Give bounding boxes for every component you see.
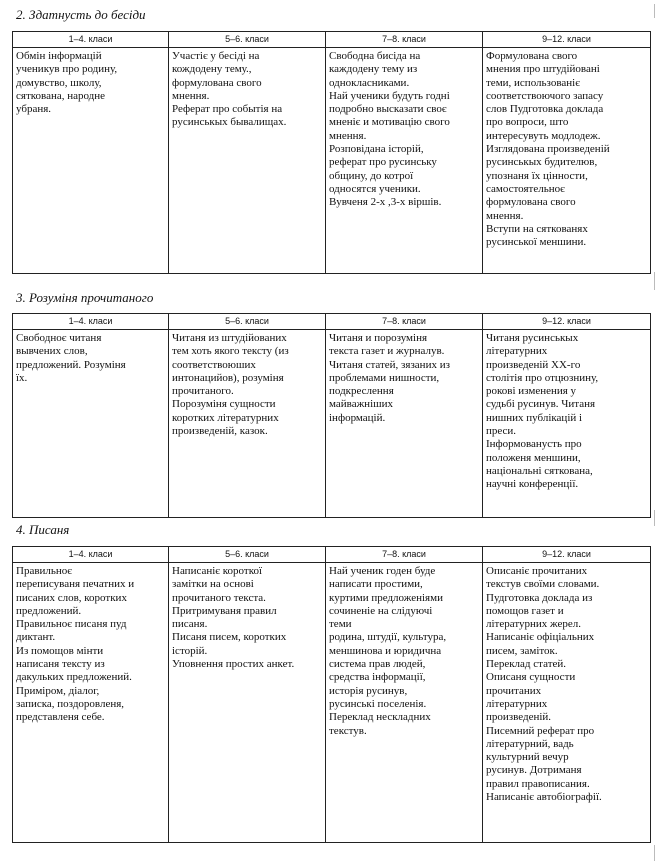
cell-paragraph: Написаніє короткої замітки на основі прочитаного текста. [172,565,266,604]
grade-header: 5–6. класи [169,547,326,563]
grade-header: 7–8. класи [326,547,483,563]
table-cell [483,330,651,518]
table-cell [13,563,169,843]
scan-mark [654,4,655,18]
cell-paragraph: Притримуваня правил писаня. [172,604,277,631]
section-table [12,546,651,843]
table-cell [326,563,483,843]
cell-paragraph: Інформованусть про положеня меншини, національні сяткована, научні конференції. [486,438,593,491]
grade-header: 9–12. класи [483,547,651,563]
table-header-row [13,32,651,48]
scan-mark [654,272,655,290]
table-cell [483,48,651,274]
cell-paragraph: Вувченя 2-х ,3-х віршів. [329,196,442,209]
table-header-row [13,547,651,563]
cell-paragraph: Читаня русинськых літературних произведеній ХХ-го столітія про отцюзнину, рокові изменения у судьбі русинув. Читаня нишних публікацій і преси. [486,332,599,438]
cell-paragraph: Читаня из штудійованих тем хоть якого тексту (из соответствоюших интонацийов), розуміня прочитаного. [172,332,289,398]
section-heading: 4. Писаня [16,522,70,537]
cell-paragraph: Свободноє читаня вывчених слов, предложений. Розуміня їх. [16,332,126,384]
grade-header: 1–4. класи [13,547,169,563]
cell-paragraph: Писаня писем, коротких історій. [172,631,287,657]
cell-paragraph: Писемний реферат про літературний, вадь культурний вечур русинув. Дотриманя правил правописания. [486,724,595,790]
cell-paragraph: Пудготовка доклада из помощов газет и літературних жерел. [486,591,593,631]
scan-mark [654,845,655,861]
cell-paragraph: Уповнення простих анкет. [172,658,295,671]
cell-paragraph: Приміром, діалог, записка, поздоровленя, представленя себе. [16,684,125,724]
cell-paragraph: Правильноє переписуваня печатних и писаних слов, коротких предложений. [16,565,135,617]
cell-paragraph: Най ученики будуть годні подробно высказати своє мненіє и мотивацію свого мнення. [329,89,450,142]
table-cell [169,330,326,518]
cell-paragraph: Вступи на сяткованях русинської меншини. [486,222,588,249]
cell-paragraph: Формулована свого мнения про штудійовані теми, использованіє соответствоючого запасу слов Пудготовка доклада про вопроси, што интересувуть модлодеж. [486,50,604,142]
table-cell [169,563,326,843]
grade-header: 5–6. класи [169,314,326,330]
table-row [13,48,651,274]
section-table [12,31,651,274]
table-cell [13,330,169,518]
table-cell [326,48,483,274]
table-row [13,330,651,518]
cell-paragraph: Участіє у бесіді на кождодену тему., формулована свого мнення. [172,50,262,102]
cell-paragraph: Переклад статей. [486,658,567,671]
cell-paragraph: Описаня сущности прочитаних літературних произведеній. [486,671,576,724]
grade-header: 9–12. класи [483,314,651,330]
table-cell [169,48,326,274]
scan-mark [654,510,655,526]
cell-paragraph: Най ученик годен буде написати простими, куртими предложеніями сочиненіе на слідуючі теми родина, штудії, культура, меншинова и юридична система прав людей, средства інформації, исторія русинув, русинські поселенія. [329,565,447,710]
table-row [13,563,651,843]
cell-paragraph: Написаніє автобіографії. [486,791,602,804]
section-table [12,313,651,518]
cell-paragraph: Изглядована произведеній русинськых будителюв, упознаня їх цінности, самостоятельноє формулована свого мнення. [486,143,610,222]
table-cell [13,48,169,274]
grade-header: 9–12. класи [483,32,651,48]
cell-paragraph: Свободна бисіда на каждодену тему из однокласниками. [329,50,421,89]
table-cell [483,563,651,843]
grade-header: 1–4. класи [13,32,169,48]
grade-header: 7–8. класи [326,32,483,48]
cell-paragraph: Описаніє прочитаних текстув своїми словами. [486,565,600,591]
cell-paragraph: Реферат про событія на русинськых бывалищах. [172,103,287,129]
cell-paragraph: Из помощов мінти написаня тексту из дакульких предложений. [16,644,132,684]
cell-paragraph: Написаніє офіціальних писем, заміток. [486,631,595,657]
section-heading: 2. Здатнусть до бесіди [16,7,146,22]
cell-paragraph: Обмін інформацій ученикув про родину, домувство, школу, сяткована, народне убраня. [16,50,118,116]
cell-paragraph: Розповідана історій, реферат про русинську общину, до котрої односятся ученики. [329,143,437,195]
table-header-row [13,314,651,330]
table-cell [326,330,483,518]
cell-paragraph: Читаня и порозуміня текста газет и журналув. Читаня статей, зязаних из проблемами нишности, подкреслення майважніших інформацій. [329,332,450,424]
cell-paragraph: Порозуміня сущности коротких літературних произведеній, казок. [172,398,279,438]
grade-header: 7–8. класи [326,314,483,330]
cell-paragraph: Переклад нескладних текстув. [329,711,431,737]
grade-header: 1–4. класи [13,314,169,330]
section-heading: 3. Розуміня прочитаного [16,290,154,305]
grade-header: 5–6. класи [169,32,326,48]
cell-paragraph: Правильноє писаня пуд диктант. [16,618,127,644]
